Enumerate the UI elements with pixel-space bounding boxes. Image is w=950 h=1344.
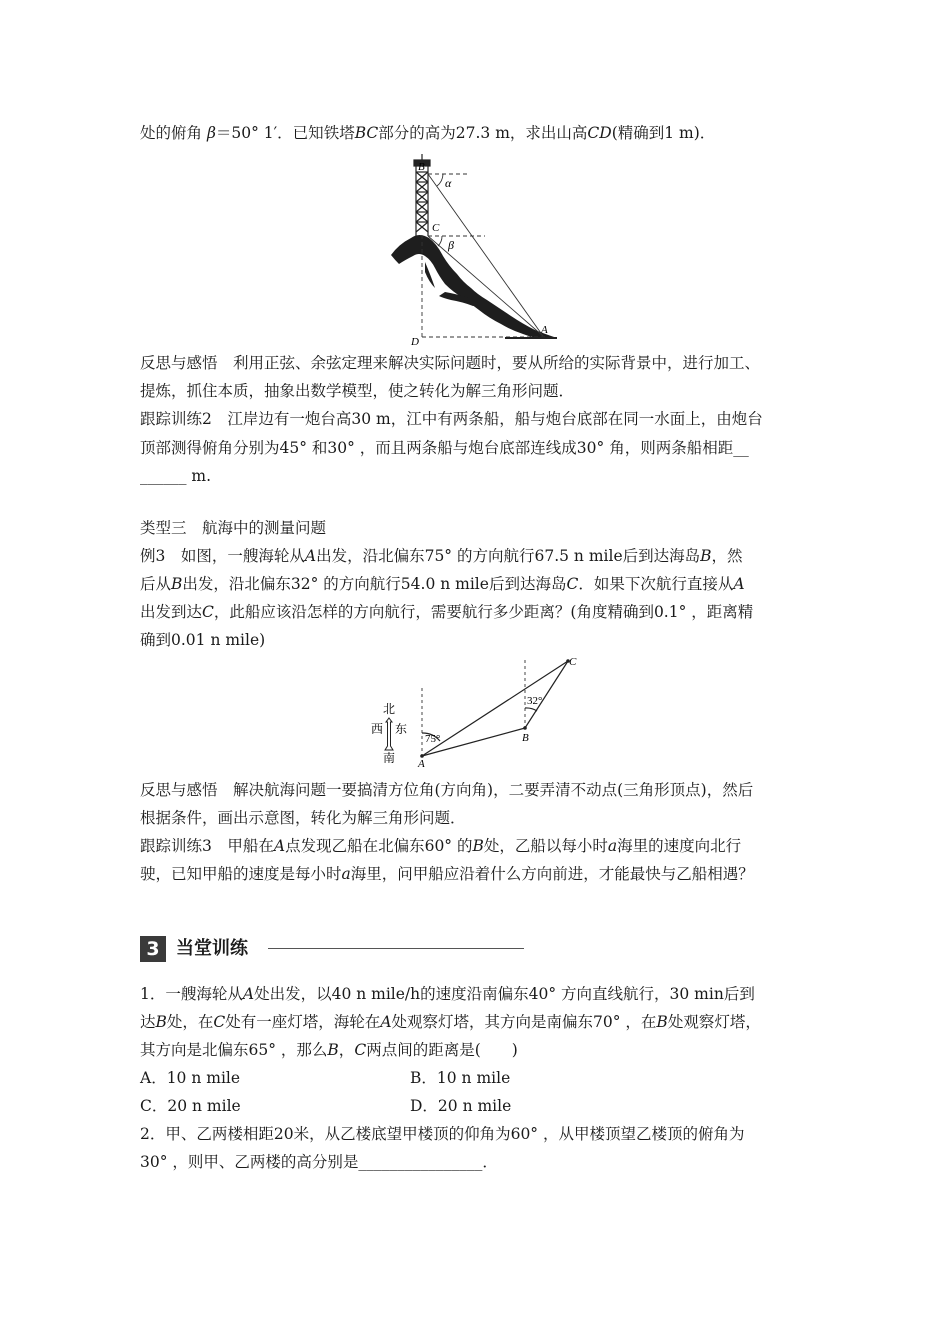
- section-title: 当堂训练: [176, 938, 248, 959]
- reflection-1-line: 提炼，抓住本质，抽象出数学模型，使之转化为解三角形问题．: [140, 382, 575, 400]
- navigation-figure: [365, 656, 590, 768]
- tracking-exercise-2-line: 跟踪训练2 江岸边有一炮台高30 m，江中有两条船，船与炮台底部在同一水面上，由炮台: [140, 410, 763, 428]
- example3-line: 后从B出发，沿北偏东32° 的方向航行54.0 n mile后到达海岛C．如果下次航行直接从A: [140, 575, 745, 593]
- example3-line: 例3 如图，一艘海轮从A出发，沿北偏东75° 的方向航行67.5 n mile后到达海岛B，然: [140, 547, 743, 565]
- compass-south: 南: [383, 751, 396, 765]
- section-number-badge: 3: [140, 936, 166, 962]
- type3-heading: 类型三 航海中的测量问题: [140, 519, 327, 537]
- compass-east: 东: [395, 722, 408, 736]
- compass-rose: [371, 702, 407, 765]
- compass-west: 西: [371, 722, 384, 736]
- reflection-3-line: 反思与感悟 解决航海问题一要搞清方位角(方向角)，二要弄清不动点(三角形顶点)，然后: [140, 781, 754, 799]
- tracking-exercise-3-line: 跟踪训练3 甲船在A点发现乙船在北偏东60° 的B处，乙船以每小时a海里的速度向北行: [140, 837, 742, 855]
- label-A: A: [541, 324, 548, 336]
- tracking-exercise-2-line: 顶部测得俯角分别为45° 和30° ，而且两条船与炮台底部连线成30° 角，则两条船相距__: [140, 439, 749, 457]
- option-c[interactable]: C．20 n mile: [140, 1097, 241, 1115]
- label-C: C: [432, 222, 440, 234]
- label-B: B: [418, 161, 425, 173]
- point-B-label: B: [522, 732, 529, 744]
- mountain: [391, 235, 557, 339]
- example3-line: 出发到达C，此船应该沿怎样的方向航行，需要航行多少距离？(角度精确到0.1° ，距离精: [140, 603, 754, 621]
- question-2-line: 30° ，则甲、乙两楼的高分别是________________．: [140, 1153, 498, 1171]
- question-1-line: 达B处，在C处有一座灯塔，海轮在A处观察灯塔，其方向是南偏东70° ，在B处观察灯塔，: [140, 1013, 761, 1031]
- reflection-1-line: 反思与感悟 利用正弦、余弦定理来解决实际问题时，要从所给的实际背景中，进行加工、: [140, 354, 761, 372]
- tower-mountain-figure: [385, 152, 570, 348]
- section-divider: [268, 948, 524, 949]
- point-A-label: A: [418, 758, 425, 768]
- problem-text-line: 处的俯角 β＝50° 1′．已知铁塔BC部分的高为27.3 m，求出山高CD(精确到1 m)．: [140, 124, 716, 142]
- reflection-3-line: 根据条件，画出示意图，转化为解三角形问题．: [140, 809, 466, 827]
- option-b[interactable]: B．10 n mile: [410, 1069, 511, 1087]
- option-a[interactable]: A．10 n mile: [140, 1069, 241, 1087]
- tracking-exercise-3-line: 驶，已知甲船的速度是每小时a海里，问甲船应沿着什么方向前进，才能最快与乙船相遇？: [140, 865, 754, 883]
- label-D: D: [411, 336, 419, 348]
- point-C-label: C: [569, 656, 577, 668]
- question-1-line: 1．一艘海轮从A处出发，以40 n mile/h的速度沿南偏东40° 方向直线航行，30 min后到: [140, 985, 755, 1003]
- question-1-line: 其方向是北偏东65° ，那么B，C两点间的距离是( ): [140, 1041, 518, 1059]
- compass-arrow-icon: [385, 718, 393, 750]
- example3-line: 确到0.01 n mile): [140, 631, 266, 649]
- option-d[interactable]: D．20 n mile: [410, 1097, 512, 1115]
- label-alpha: α: [445, 176, 452, 190]
- angle-32-label: 32°: [527, 695, 543, 707]
- tracking-exercise-2-line: ______ m.: [140, 467, 212, 485]
- section-header: [140, 936, 525, 962]
- label-beta: β: [448, 238, 454, 252]
- question-2-line: 2．甲、乙两楼相距20米，从乙楼底望甲楼顶的仰角为60° ，从甲楼顶望乙楼顶的俯角为: [140, 1125, 745, 1143]
- angle-75-label: 75°: [425, 733, 441, 745]
- compass-north: 北: [383, 702, 396, 716]
